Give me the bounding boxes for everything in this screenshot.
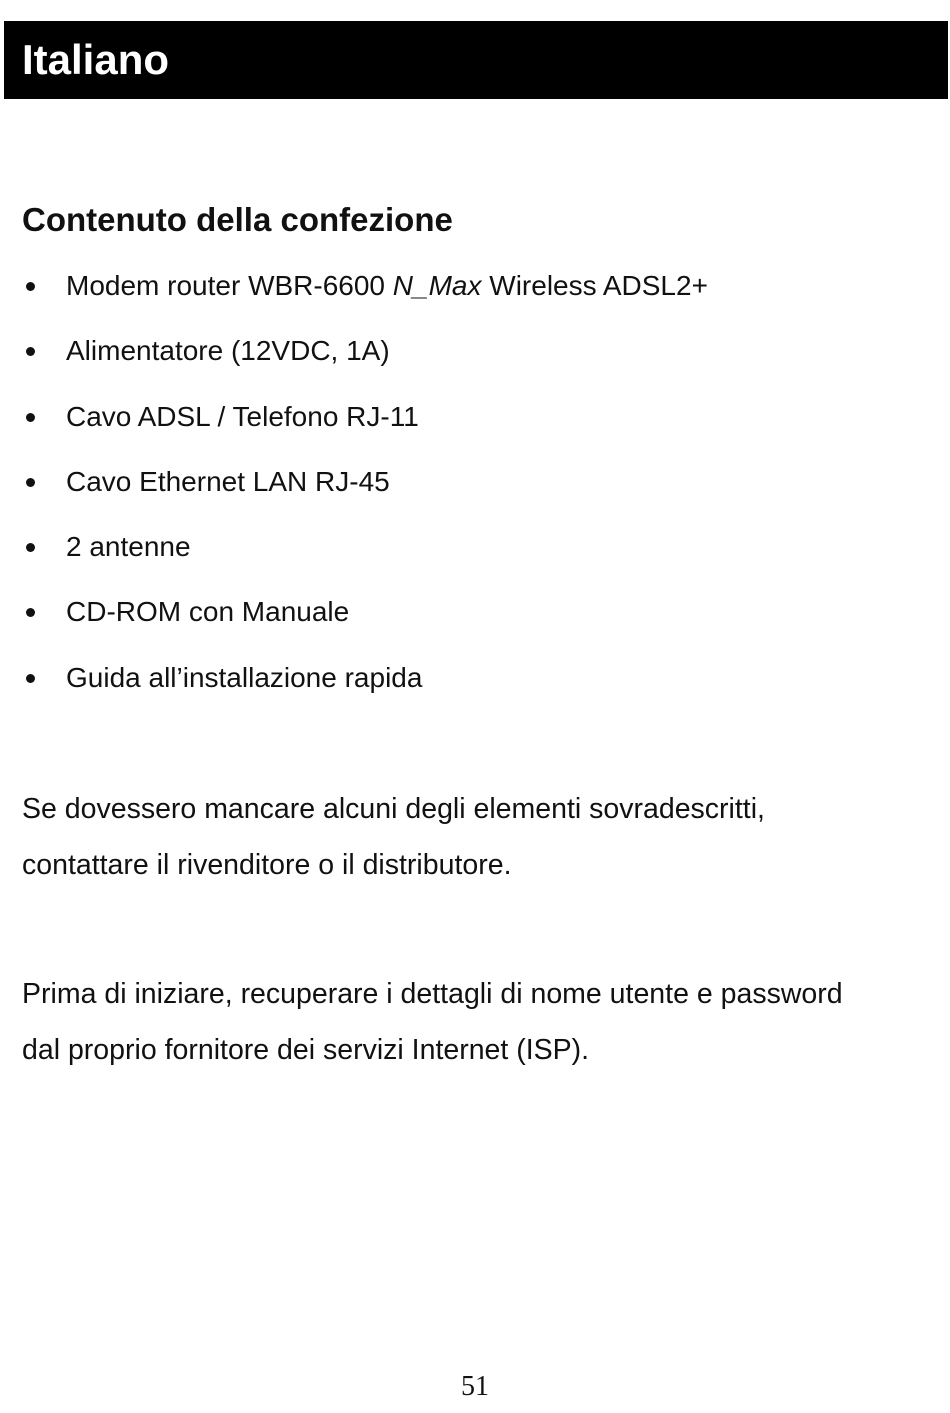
bullet-icon	[26, 413, 35, 422]
list-item-text: Modem router WBR-6600 N_Max Wireless ADSL2+	[66, 270, 708, 301]
bullet-icon	[26, 282, 35, 291]
page-number: 51	[461, 1371, 489, 1402]
language-title: Italiano	[22, 36, 170, 83]
paragraph-line: contattare il rivenditore o il distributore.	[22, 849, 512, 881]
bullet-icon	[26, 347, 35, 356]
paragraph-line: dal proprio fornitore dei servizi Internet (ISP).	[22, 1034, 590, 1066]
bullet-icon	[26, 478, 35, 487]
bullet-icon	[26, 674, 35, 683]
missing-items-paragraph	[22, 781, 765, 893]
list-item-text: Alimentatore (12VDC, 1A)	[66, 335, 390, 367]
section-heading: Contenuto della confezione	[22, 201, 453, 238]
bullet-icon	[26, 543, 35, 552]
before-start-paragraph	[22, 966, 843, 1078]
list-item-text: CD-ROM con Manuale	[66, 596, 350, 628]
language-banner	[4, 21, 948, 99]
list-item-text: Cavo Ethernet LAN RJ-45	[66, 465, 390, 497]
bullet-icon	[26, 608, 35, 617]
list-item-text: Guida all’installazione rapida	[66, 661, 423, 693]
list-item-text: 2 antenne	[66, 531, 191, 563]
paragraph-line: Se dovessero mancare alcuni degli elementi sovradescritti,	[22, 793, 765, 825]
list-item-text: Cavo ADSL / Telefono RJ-11	[66, 400, 419, 432]
paragraph-line: Prima di iniziare, recuperare i dettagli di nome utente e password	[22, 978, 843, 1010]
